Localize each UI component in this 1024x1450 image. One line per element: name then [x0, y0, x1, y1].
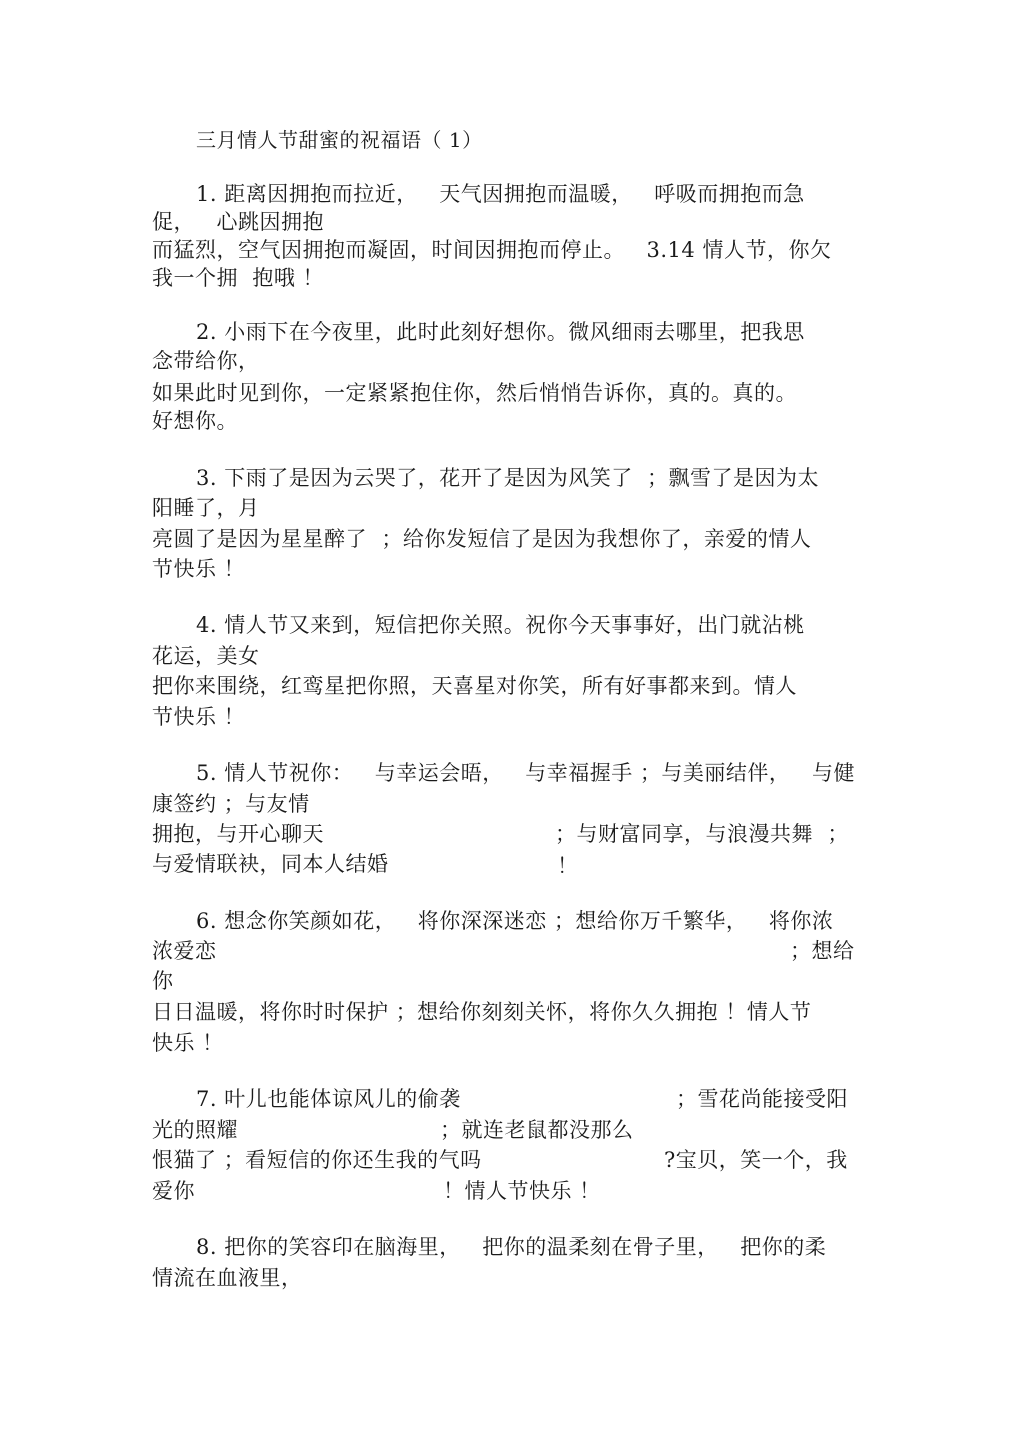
text-line: 节快乐 ！ [152, 557, 246, 581]
text-line: 日日温暖，将你时时保护 ；想给你刻刻关怀，将你久久拥抱 ！情人节 [152, 1000, 812, 1024]
text-line: ；雪花尚能接受阳 [676, 1087, 848, 1111]
text-line: ！ [557, 854, 579, 878]
text-line: 我一个拥 抱哦 ！ [152, 266, 325, 290]
text-line: 念带给你， [152, 349, 260, 373]
text-line: 节快乐 ！ [152, 705, 246, 729]
text-line: 你 [152, 969, 174, 993]
text-line: 把你来围绕，红鸾星把你照，天喜星对你笑，所有好事都来到。情人 [152, 674, 797, 698]
text-line: ；就连老鼠都没那么 [440, 1118, 634, 1142]
text-line: 5. 情人节祝你： 与幸运会晤， 与幸福握手 ；与美丽结伴， 与健 [196, 761, 855, 785]
text-line: ；想给 [790, 939, 855, 963]
text-line: 如果此时见到你，一定紧紧抱住你，然后悄悄告诉你，真的。真的。 [152, 381, 797, 405]
text-line: 浓爱恋 [152, 939, 217, 963]
text-line: 促， 心跳因拥抱 [152, 210, 325, 234]
text-line: 8. 把你的笑容印在脑海里， 把你的温柔刻在骨子里， 把你的柔 [196, 1235, 827, 1259]
text-line: 恨猫了 ；看短信的你还生我的气吗 [152, 1148, 482, 1172]
text-line: ！情人节快乐 ！ [443, 1179, 601, 1203]
text-line: ；与财富同享，与浪漫共舞 ； [555, 822, 849, 846]
text-line: 康签约 ；与友情 [152, 792, 310, 816]
text-line: 光的照耀 [152, 1118, 238, 1142]
text-line: 阳睡了，月 [152, 496, 260, 520]
text-line: 花运，美女 [152, 644, 260, 668]
text-line: 拥抱，与开心聊天 [152, 822, 324, 846]
text-line: 2. 小雨下在今夜里，此时此刻好想你。微风细雨去哪里，把我思 [196, 320, 805, 344]
text-line: 爱你 [152, 1179, 195, 1203]
text-line: 4. 情人节又来到，短信把你关照。祝你今天事事好，出门就沾桃 [196, 613, 805, 637]
text-line: 与爱情联袂，同本人结婚 [152, 852, 389, 876]
text-line: 3. 下雨了是因为云哭了，花开了是因为风笑了 ；飘雪了是因为太 [196, 466, 820, 490]
text-line: 好想你。 [152, 409, 238, 433]
text-line: 6. 想念你笑颜如花， 将你深深迷恋 ；想给你万千繁华， 将你浓 [196, 909, 834, 933]
text-line: 而猛烈，空气因拥抱而凝固，时间因拥抱而停止。 3.14 情人节，你欠 [152, 238, 832, 262]
text-line: 7. 叶儿也能体谅风儿的偷袭 [196, 1087, 461, 1111]
text-line: 快乐 ！ [152, 1031, 224, 1055]
text-line: ?宝贝，笑一个，我 [664, 1148, 848, 1172]
text-line: 情流在血液里， [152, 1266, 303, 1290]
text-line: 亮圆了是因为星星醉了 ；给你发短信了是因为我想你了，亲爱的情人 [152, 527, 812, 551]
document-title: 三月情人节甜蜜的祝福语（ 1） [196, 128, 483, 152]
text-line: 1. 距离因拥抱而拉近， 天气因拥抱而温暖， 呼吸而拥抱而急 [196, 182, 805, 206]
